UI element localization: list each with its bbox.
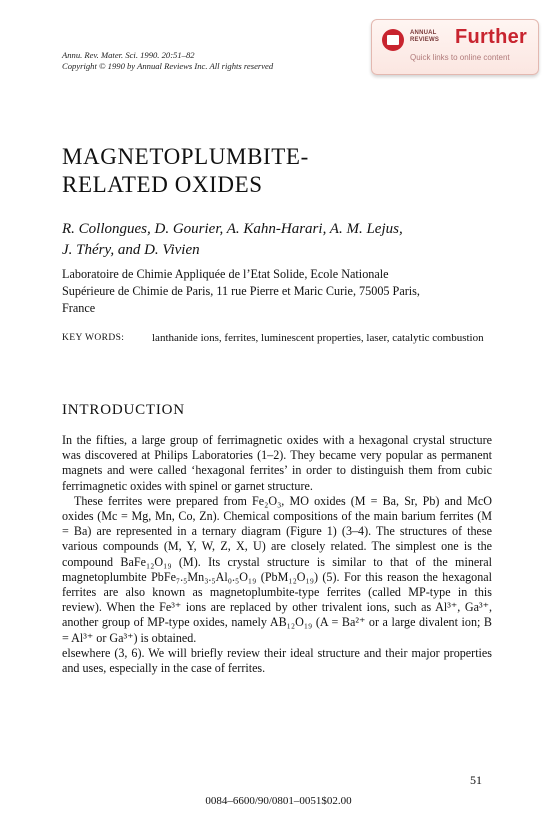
annual-reviews-logo-icon: [382, 29, 404, 51]
journal-line: Annu. Rev. Mater. Sci. 1990. 20:51–82: [62, 50, 195, 60]
brand-line-annual: ANNUAL: [410, 30, 437, 36]
affiliation: [62, 266, 494, 317]
further-badge[interactable]: [371, 19, 539, 75]
article-code: 0084–6600/90/0801–0051$02.00: [205, 795, 352, 807]
paragraph-3: elsewhere (3, 6). We will briefly review their ideal structure and their major properties and uses, especially in the case of ferrites.: [62, 645, 492, 676]
affiliation-line-1: Laboratoire de Chimie Appliquée de l’Etat Solide, Ecole Nationale: [62, 267, 389, 281]
copyright-line: Copyright © 1990 by Annual Reviews Inc. All rights reserved: [62, 61, 274, 71]
page-number: 51: [470, 773, 482, 787]
authors-line-2: J. Théry, and D. Vivien: [62, 242, 200, 258]
brand-label: [410, 30, 439, 44]
authors-line-1: R. Collongues, D. Gourier, A. Kahn-Harari, A. M. Lejus,: [62, 221, 403, 237]
affiliation-line-2: Supérieure de Chimie de Paris, 11 rue Pierre et Maric Curie, 75005 Paris,: [62, 284, 420, 298]
keywords-list: lanthanide ions, ferrites, luminescent properties, laser, catalytic combustion: [152, 332, 484, 344]
paragraph-1: In the fifties, a large group of ferrimagnetic oxides with a hexagonal crystal structure was discovered at Philips Laboratories (1–2). They became very popular as permanent magnets and were called ‘hexagonal ferrites’ in order to distinguish them from cubic ferrimagnetic oxides with spinel or garnet structure.: [62, 433, 492, 493]
title-line-1: MAGNETOPLUMBITE-: [62, 144, 309, 169]
title-line-2: RELATED OXIDES: [62, 172, 263, 197]
body-text: [62, 433, 492, 676]
further-title: Further: [455, 26, 528, 48]
section-heading: INTRODUCTION: [62, 402, 185, 418]
brand-line-reviews: REVIEWS: [410, 37, 440, 43]
keywords-label: KEY WORDS:: [62, 333, 125, 343]
affiliation-line-3: France: [62, 301, 96, 315]
article-title: [62, 143, 309, 199]
journal-citation: [62, 50, 273, 72]
further-subtitle: Quick links to online content: [410, 53, 510, 62]
paragraph-2: These ferrites were prepared from Fe₂O₃, MO oxides (M = Ba, Sr, Pb) and McO oxides (Mc = Mg, Mn, Co, Zn). Chemical compositions of the main barium ferrites (M = Ba) are represented in a ternary diagram (Figure 1) (3–4). The structures of these various compounds (M, Y, W, Z, X, U) are closely related. The simplest one is the compound BaFe₁₂O₁₉ (M). Its crystal structure is similar to that of the mineral magnetoplumbite PbFe₇.₅Mn₃.₅Al₀.₅O₁₉ (PbM₁₂O₁₉) (5). For this reason the hexagonal ferrites are also known as magnetoplumbite-type ferrites (called MP-type in this review). When the Fe³⁺ ions are replaced by other trivalent ions, such as Al³⁺, Ga³⁺, another group of MP-type oxides, namely AB₁₂O₁₉ (A = Ba²⁺ or a large divalent ion; B = Al³⁺ or Ga³⁺) is obtained.: [62, 493, 492, 645]
authors: [62, 219, 492, 261]
